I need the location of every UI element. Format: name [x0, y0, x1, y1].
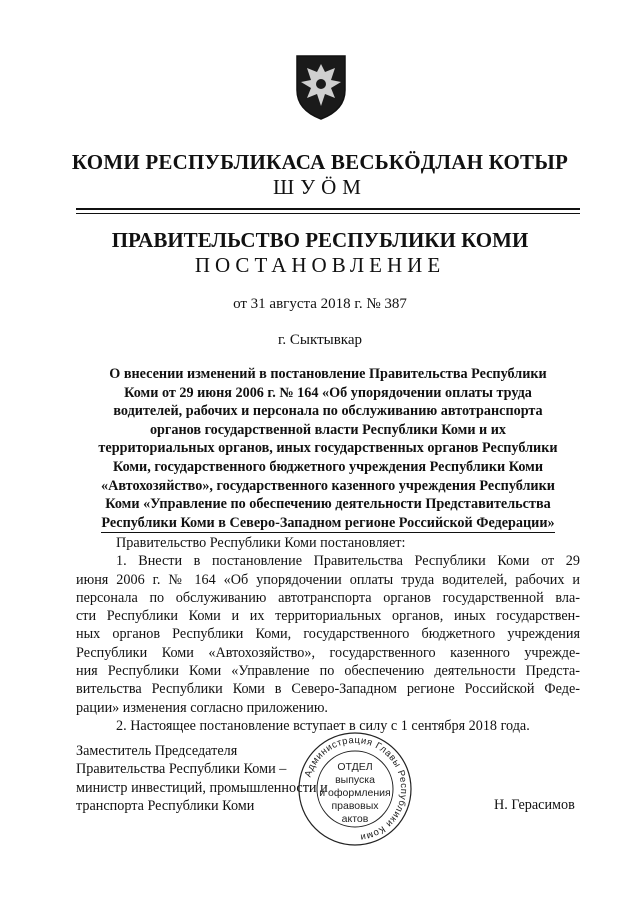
- signatory-position-line: министр инвестиций, промышленности и: [76, 779, 328, 796]
- svg-text:ОТДЕЛ: ОТДЕЛ: [337, 761, 373, 773]
- komi-coat-of-arms-icon: [291, 52, 351, 122]
- header-divider-thin: [76, 213, 580, 214]
- item1-line: персонала по обслуживанию автотранспорта органов государственной вла-: [76, 589, 580, 606]
- document-city: г. Сыктывкар: [277, 332, 363, 348]
- svg-text:правовых: правовых: [331, 800, 379, 812]
- intro-paragraph: Правительство Республики Коми постановляет:: [116, 535, 406, 551]
- item1-line: июня 2006 г. № 164 «Об упорядочении оплаты труда водителей, рабочих и: [76, 571, 580, 588]
- komi-document-type: ШУӦМ: [273, 175, 367, 199]
- document-title: [76, 365, 580, 533]
- signatory-position-line: транспорта Республики Коми: [76, 798, 255, 815]
- official-stamp: [296, 730, 414, 848]
- item1-line: ных органов Республики Коми, государственного бюджетного учреждения: [76, 626, 580, 643]
- title-line: территориальных органов, иных государственных органов Республики: [98, 440, 558, 457]
- svg-text:и оформления: и оформления: [319, 787, 391, 799]
- document-date-number: от 31 августа 2018 г. № 387: [233, 296, 407, 312]
- item1-line: 1. Внести в постановление Правительства Республики Коми от 29: [116, 553, 580, 570]
- document-body: [76, 534, 580, 735]
- title-line: Коми, государственного бюджетного учреждения Республики Коми: [112, 458, 543, 475]
- svg-text:актов: актов: [341, 813, 369, 825]
- signatory-position-line: Правительства Республики Коми –: [76, 761, 287, 778]
- item1-line: рации» изменения согласно приложению.: [76, 699, 328, 716]
- item1-line: Республики Коми «Автохозяйство», государственного казенного учрежде-: [76, 644, 580, 661]
- title-line: Коми «Управление по обеспечению деятельности Представительства: [105, 496, 551, 513]
- signatory-position: [76, 742, 328, 816]
- item1-line: сти Республики Коми и их территориальных органов, иных государствен-: [76, 608, 580, 625]
- title-line: «Автохозяйство», государственного казенного учреждения Республики: [101, 477, 555, 494]
- title-line: водителей, рабочих и персонала по обслуживанию автотранспорта: [113, 403, 543, 420]
- header-divider-thick: [76, 208, 580, 210]
- title-line: органов государственной власти Республики Коми и их: [149, 421, 507, 438]
- title-line: Республики Коми в Северо-Западном регионе Российской Федерации»: [101, 514, 554, 534]
- document-type: ПОСТАНОВЛЕНИЕ: [194, 253, 446, 277]
- title-line: Коми от 29 июня 2006 г. № 164 «Об упорядочении оплаты труда: [124, 384, 532, 401]
- item1-line: ния Республики Коми «Управление по обеспечению деятельности Предста-: [76, 663, 580, 680]
- komi-government-title: КОМИ РЕСПУБЛИКАСА ВЕСЬКӦДЛАН КОТЫР: [71, 150, 569, 174]
- item2-paragraph: 2. Настоящее постановление вступает в силу с 1 сентября 2018 года.: [116, 717, 530, 734]
- svg-text:Администрация Главы Республики: Администрация Главы Республики Коми: [302, 734, 410, 843]
- title-line: О внесении изменений в постановление Правительства Республики: [109, 366, 547, 382]
- signatory-position-line: Заместитель Председателя: [76, 743, 238, 759]
- svg-text:выпуска: выпуска: [335, 774, 375, 786]
- item1-line: вительства Республики Коми в Северо-Западном регионе Российской Феде-: [76, 681, 580, 698]
- government-title: ПРАВИТЕЛЬСТВО РЕСПУБЛИКИ КОМИ: [111, 228, 529, 252]
- signatory-name: Н. Герасимов: [494, 797, 575, 813]
